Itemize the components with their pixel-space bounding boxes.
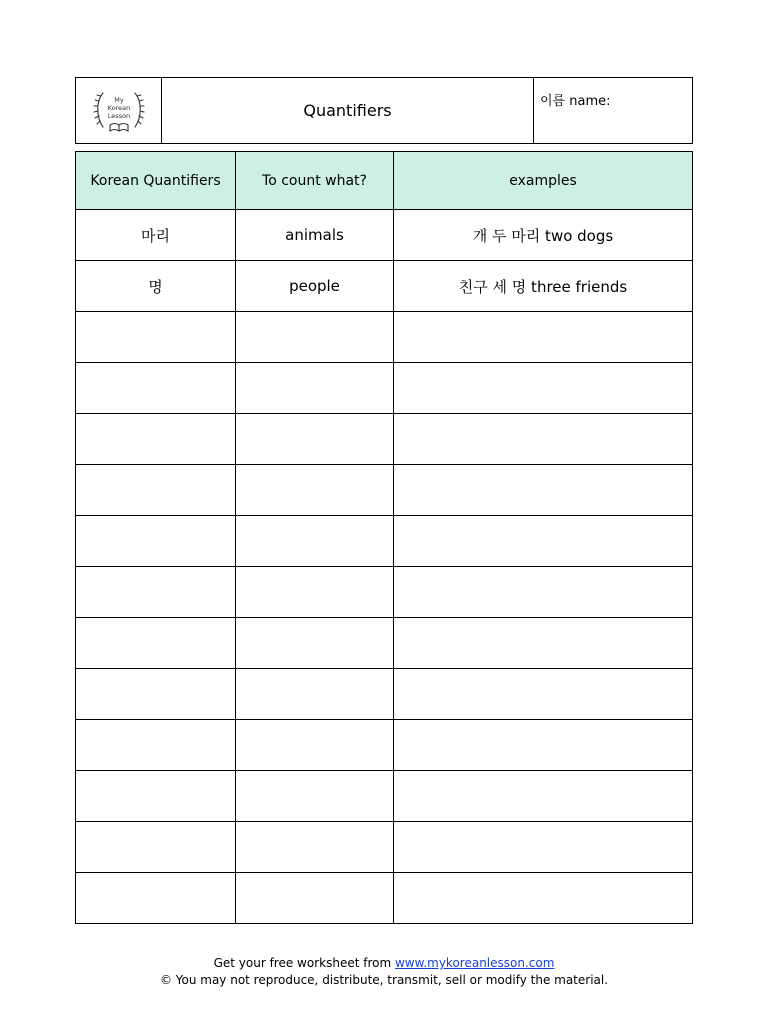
worksheet-header (75, 77, 693, 144)
footer-prefix: Get your free worksheet from (213, 956, 395, 970)
cell-quantifier[interactable] (76, 516, 236, 567)
cell-count-what[interactable] (236, 516, 394, 567)
cell-example[interactable] (394, 363, 693, 414)
cell-example[interactable] (394, 873, 693, 924)
table-row (76, 873, 693, 924)
svg-text:Lesson: Lesson (107, 111, 130, 120)
svg-text:Korean: Korean (107, 103, 130, 112)
name-field[interactable]: 이름 name: (540, 94, 611, 109)
logo-cell (76, 78, 162, 143)
cell-example[interactable]: 친구 세 명 three friends (394, 261, 693, 312)
table-row (76, 516, 693, 567)
cell-count-what[interactable] (236, 618, 394, 669)
table-row (76, 312, 693, 363)
cell-quantifier[interactable] (76, 363, 236, 414)
footer (0, 955, 768, 989)
cell-example[interactable] (394, 669, 693, 720)
table-row (76, 414, 693, 465)
cell-quantifier[interactable] (76, 771, 236, 822)
table-row (76, 669, 693, 720)
cell-count-what[interactable] (236, 720, 394, 771)
cell-example[interactable] (394, 567, 693, 618)
cell-example[interactable] (394, 312, 693, 363)
cell-quantifier[interactable] (76, 822, 236, 873)
header-examples: examples (394, 152, 693, 210)
cell-example[interactable] (394, 822, 693, 873)
cell-quantifier[interactable] (76, 312, 236, 363)
cell-example[interactable] (394, 618, 693, 669)
cell-example[interactable]: 개 두 마리 two dogs (394, 210, 693, 261)
cell-example[interactable] (394, 414, 693, 465)
table-row (76, 261, 693, 312)
cell-count-what[interactable] (236, 414, 394, 465)
table-row (76, 210, 693, 261)
header-to-count-what: To count what? (236, 152, 394, 210)
cell-count-what[interactable]: people (236, 261, 394, 312)
cell-example[interactable] (394, 465, 693, 516)
footer-copyright: © You may not reproduce, distribute, transmit, sell or modify the material. (159, 973, 609, 987)
cell-quantifier[interactable] (76, 465, 236, 516)
table-row (76, 771, 693, 822)
cell-quantifier[interactable] (76, 414, 236, 465)
website-link[interactable]: www.mykoreanlesson.com (394, 956, 555, 970)
cell-quantifier[interactable] (76, 720, 236, 771)
header-korean-quantifiers: Korean Quantifiers (76, 152, 236, 210)
cell-example[interactable] (394, 771, 693, 822)
cell-count-what[interactable] (236, 312, 394, 363)
cell-quantifier[interactable]: 마리 (76, 210, 236, 261)
cell-count-what[interactable] (236, 822, 394, 873)
cell-example[interactable] (394, 516, 693, 567)
table-row (76, 465, 693, 516)
cell-count-what[interactable] (236, 567, 394, 618)
cell-count-what[interactable] (236, 873, 394, 924)
worksheet-title: Quantifiers (162, 78, 534, 143)
table-header-row (76, 152, 693, 210)
cell-quantifier[interactable] (76, 567, 236, 618)
cell-quantifier[interactable] (76, 669, 236, 720)
svg-text:My: My (113, 95, 124, 104)
table-row (76, 363, 693, 414)
quantifiers-table (75, 151, 693, 924)
table-row (76, 567, 693, 618)
cell-count-what[interactable] (236, 771, 394, 822)
cell-count-what[interactable]: animals (236, 210, 394, 261)
cell-quantifier[interactable]: 명 (76, 261, 236, 312)
footer-line-1 (0, 955, 768, 972)
cell-quantifier[interactable] (76, 618, 236, 669)
cell-example[interactable] (394, 720, 693, 771)
cell-quantifier[interactable] (76, 873, 236, 924)
cell-count-what[interactable] (236, 669, 394, 720)
my-korean-lesson-logo (89, 85, 149, 137)
cell-count-what[interactable] (236, 363, 394, 414)
table-row (76, 720, 693, 771)
cell-count-what[interactable] (236, 465, 394, 516)
table-row (76, 822, 693, 873)
table-row (76, 618, 693, 669)
